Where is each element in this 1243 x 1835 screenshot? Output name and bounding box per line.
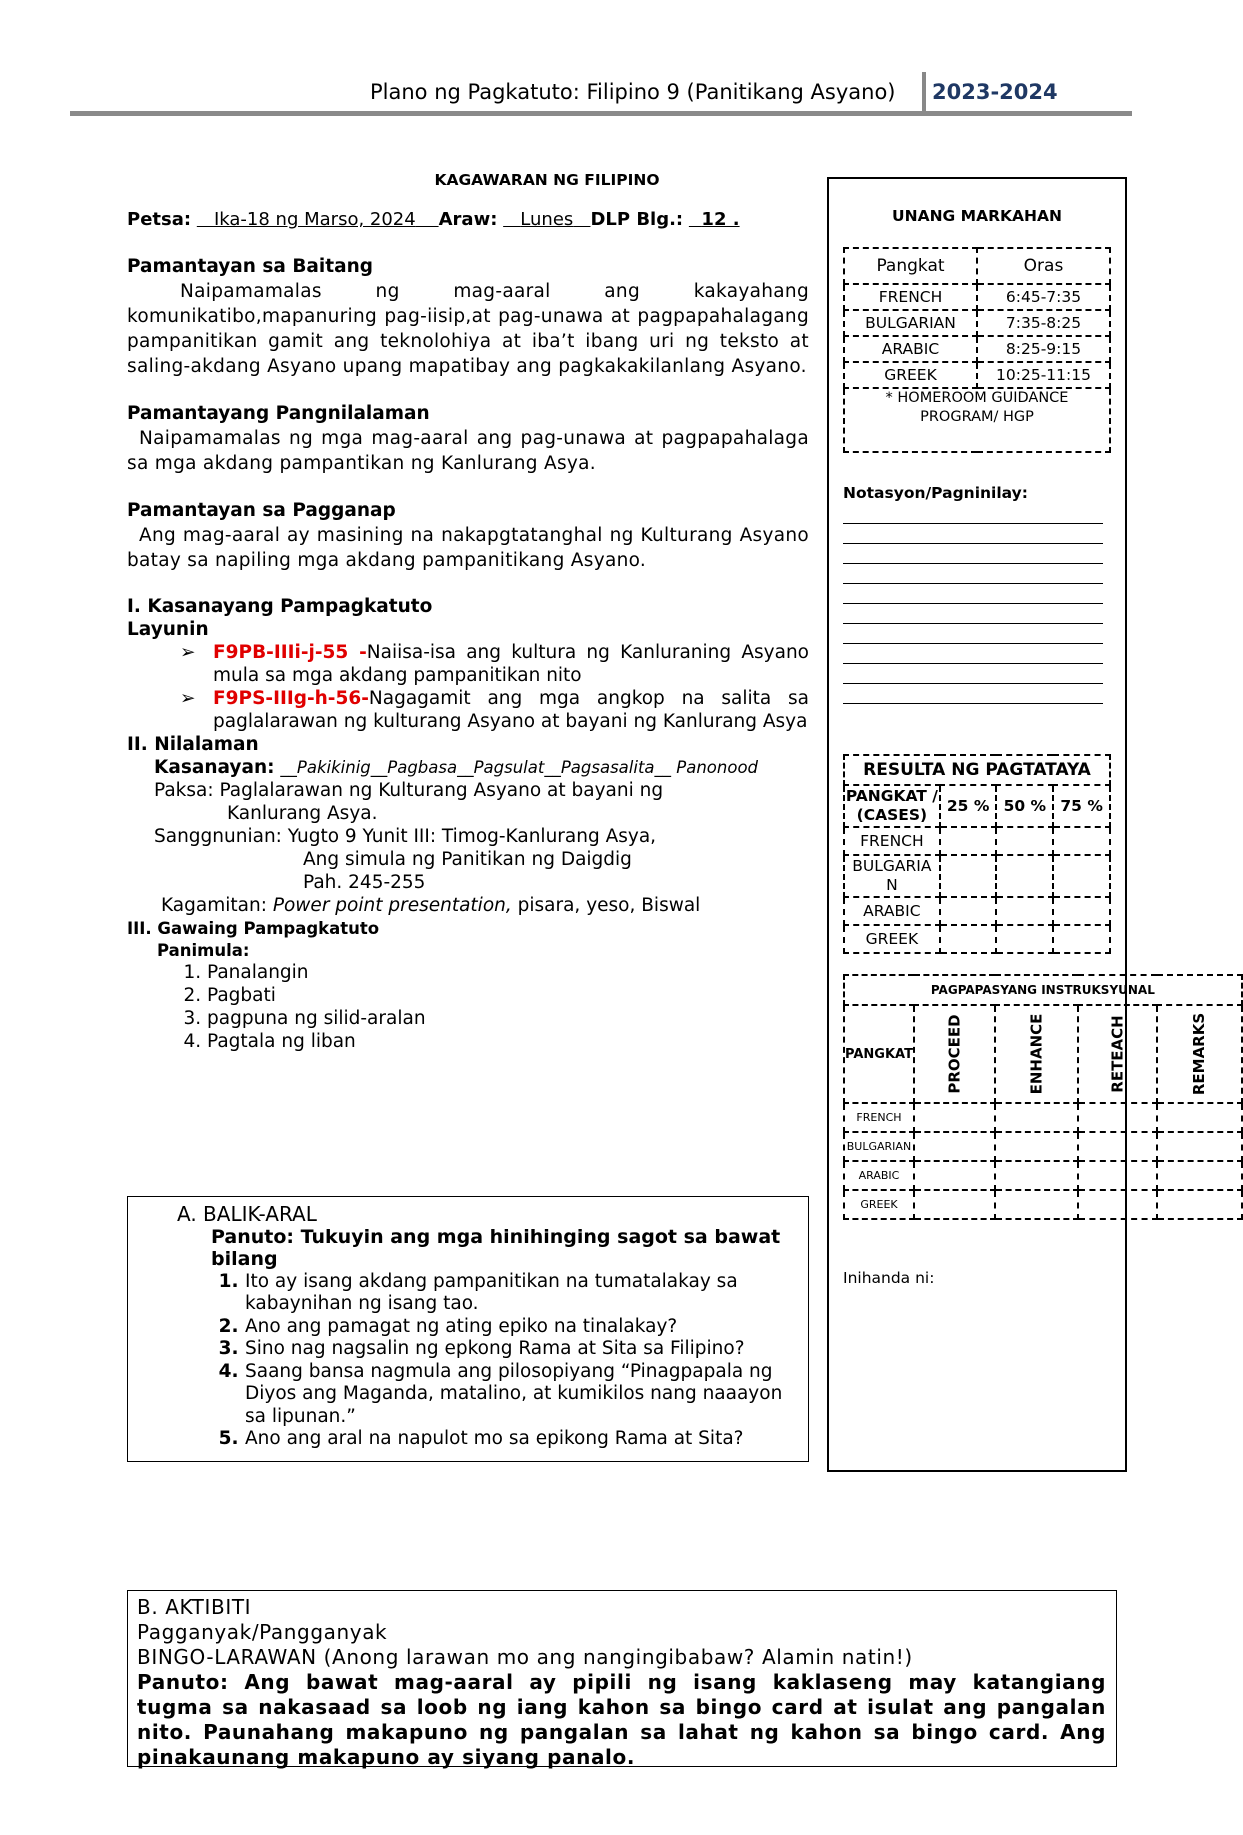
result-header: 50 % xyxy=(996,785,1053,827)
result-cell xyxy=(940,827,997,855)
schedule-note: * HOMEROOM GUIDANCE PROGRAM/ HGP xyxy=(844,388,1110,452)
result-header: PANGKAT / (CASES) xyxy=(844,785,940,827)
result-cell xyxy=(1053,855,1110,897)
department-heading: KAGAWARAN NG FILIPINO xyxy=(434,171,660,189)
result-cell xyxy=(996,855,1053,897)
schedule-section: FRENCH xyxy=(844,284,977,310)
question-item: 2. Ano ang pamagat ng ating epiko na tinalakay? xyxy=(245,1316,798,1339)
instruction-cell xyxy=(1078,1190,1157,1219)
schedule-table xyxy=(843,247,1111,453)
kagamitan-line xyxy=(154,894,809,917)
panimula-label: Panimula: xyxy=(157,941,250,960)
paksa-value-cont: Kanlurang Asya. xyxy=(227,803,378,824)
pagganap-title: Pamantayan sa Pagganap xyxy=(127,500,396,521)
aktibiti-subtitle: Pagganyak/Pangganyak xyxy=(137,1620,388,1644)
instruction-row xyxy=(844,1103,1242,1132)
kagamitan-rest: pisara, yeso, Biswal xyxy=(511,895,701,916)
balik-aral-instruction: Panuto: Tukuyin ang mga hinihinging sagot sa bawat bilang xyxy=(211,1225,781,1270)
instruction-cell xyxy=(1157,1103,1241,1132)
dlp-label: DLP Blg.: xyxy=(590,209,684,230)
arrow-bullet-icon: ➢ xyxy=(180,688,196,709)
schedule-header: Oras xyxy=(977,248,1110,284)
notes-label: Notasyon/Pagninilay: xyxy=(843,484,1028,502)
objective-code: F9PS-IIIg-h-56- xyxy=(213,688,369,709)
paksa-line xyxy=(154,779,809,802)
sidebar xyxy=(827,177,1209,1472)
result-header: 75 % xyxy=(1053,785,1110,827)
instruction-row xyxy=(844,1190,1242,1219)
instruction-cell xyxy=(1078,1103,1157,1132)
notes-line xyxy=(843,563,1103,564)
panimula-item: 1. Panalangin xyxy=(207,961,809,984)
schedule-row xyxy=(844,362,1110,388)
result-section: FRENCH xyxy=(844,827,940,855)
result-title-row xyxy=(844,755,1110,785)
nilalaman-text: Naipamamalas ng mga mag-aaral ang pag-unawa at pagpapahalaga sa mga akdang pampantikan ng Kanlurang Asya. xyxy=(127,428,809,474)
main-column xyxy=(127,168,809,1053)
instruction-cell xyxy=(914,1103,995,1132)
question-item: 3. Sino nag nagsalin ng epkong Rama at Sita sa Filipino? xyxy=(245,1338,798,1361)
result-cell xyxy=(996,925,1053,953)
date-value xyxy=(197,209,439,230)
date-label: Petsa: xyxy=(127,209,192,230)
instruction-cell xyxy=(1157,1190,1241,1219)
paksa-label: Paksa: xyxy=(154,780,214,801)
instruction-col-header xyxy=(995,1005,1078,1103)
header-separator xyxy=(922,72,926,112)
question-item: 1. Ito ay isang akdang pampanitikan na tumatalakay sa kabaynihan ng isang tao. xyxy=(245,1271,798,1316)
schedule-time: 8:25-9:15 xyxy=(977,336,1110,362)
meta-line xyxy=(127,207,809,232)
notes-line xyxy=(843,543,1103,544)
section2-title: II. Nilalaman xyxy=(127,734,259,755)
sanggunian-pages: Pah. 245-255 xyxy=(303,872,426,893)
section1-title: I. Kasanayang Pampagkatuto xyxy=(127,596,433,617)
sanggunian-value-cont: Ang simula ng Panitikan ng Daigdig xyxy=(303,849,632,870)
remarks-label: REMARKS xyxy=(1190,1012,1209,1096)
instruction-cell xyxy=(914,1190,995,1219)
result-row xyxy=(844,925,1110,953)
objective-separator: - xyxy=(348,642,367,663)
instruction-cell xyxy=(1157,1132,1241,1161)
result-cell xyxy=(940,855,997,897)
notes-line xyxy=(843,583,1103,584)
instruction-col-header xyxy=(1078,1005,1157,1103)
balik-aral-title: A. BALIK-ARAL xyxy=(177,1202,317,1226)
objective-item xyxy=(180,641,809,687)
dlp-number: 12 xyxy=(701,209,727,230)
instruction-col-header xyxy=(914,1005,995,1103)
instruction-title-row xyxy=(844,975,1242,1005)
result-cell xyxy=(996,897,1053,925)
schedule-time: 6:45-7:35 xyxy=(977,284,1110,310)
result-section: BULGARIA N xyxy=(844,855,940,897)
instruction-cell xyxy=(995,1190,1078,1219)
notes-line xyxy=(843,643,1103,644)
result-cell xyxy=(940,925,997,953)
instruction-header-row xyxy=(844,1005,1242,1103)
schedule-time: 7:35-8:25 xyxy=(977,310,1110,336)
instruction-cell xyxy=(1078,1132,1157,1161)
kasanayan-label: Kasanayan: xyxy=(154,757,275,778)
enhance-label: ENHANCE xyxy=(1027,1013,1046,1095)
result-table xyxy=(843,754,1111,954)
paksa-value: Paglalarawan ng Kulturang Asyano at bayani ng xyxy=(219,780,664,801)
instruction-cell xyxy=(1157,1161,1241,1190)
result-row xyxy=(844,827,1110,855)
document-header-title: Plano ng Pagkatuto: Filipino 9 (Panitikang Asyano) xyxy=(370,80,896,104)
school-year: 2023-2024 xyxy=(932,80,1058,104)
result-cell xyxy=(1053,897,1110,925)
panimula-item: 3. pagpuna ng silid-aralan xyxy=(207,1007,809,1030)
result-cell xyxy=(940,897,997,925)
instruction-section: FRENCH xyxy=(844,1103,914,1132)
instruction-decision-table xyxy=(843,974,1243,1220)
schedule-row xyxy=(844,336,1110,362)
instruction-cell xyxy=(914,1161,995,1190)
result-section: GREEK xyxy=(844,925,940,953)
day-label: Araw: xyxy=(438,209,498,230)
result-header: 25 % xyxy=(940,785,997,827)
aktibiti-game: BINGO-LARAWAN (Anong larawan mo ang nangingibabaw? Alamin natin!) xyxy=(137,1645,913,1669)
balik-aral-questions xyxy=(211,1271,798,1451)
prepared-by-label: Inihanda ni: xyxy=(843,1269,935,1287)
instruction-cell xyxy=(995,1161,1078,1190)
schedule-note-row xyxy=(844,388,1110,452)
instruction-section: GREEK xyxy=(844,1190,914,1219)
reteach-label: RETEACH xyxy=(1108,1015,1127,1093)
instruction-cell xyxy=(1078,1161,1157,1190)
objective-code: F9PB-IIIi-j-55 xyxy=(213,642,349,663)
notes-line xyxy=(843,523,1103,524)
nilalaman-details xyxy=(127,756,809,917)
sanggunian-label: Sanggnunian: xyxy=(154,826,282,847)
panimula-item: 4. Pagtala ng liban xyxy=(207,1030,809,1053)
kagamitan-italic: Power point presentation, xyxy=(272,895,512,916)
result-row xyxy=(844,897,1110,925)
question-item: 5. Ano ang aral na napulot mo sa epikong Rama at Sita? xyxy=(245,1428,798,1451)
aktibiti-instruction: Panuto: Ang bawat mag-aaral ay pipili ng isang kaklaseng may katangiang tugma sa nakasaad sa loob ng iang kahon sa bingo card at isulat ang pangalan nito. Paunahang makapuno ng pangalan sa lahat ng kahon sa bingo card. Ang pinakaunang makapuno ay siyang panalo. xyxy=(137,1670,1106,1769)
notes-line xyxy=(843,683,1103,684)
objective-text: Nagagamit ang mga angkop na salita sa paglalarawan ng kulturang Asyano at bayani ng Kanlurang Asya xyxy=(213,688,809,732)
section3-title: III. Gawaing Pampagkatuto xyxy=(127,919,380,938)
instruction-col-header xyxy=(1157,1005,1241,1103)
layunin-label: Layunin xyxy=(127,619,209,640)
notes-line xyxy=(843,663,1103,664)
instruction-row xyxy=(844,1161,1242,1190)
kasanayan-line xyxy=(154,756,809,779)
result-cell xyxy=(996,827,1053,855)
baitang-title: Pamantayan sa Baitang xyxy=(127,256,373,277)
instruction-group-header: PANGKAT xyxy=(844,1005,914,1103)
objective-text: Naiisa-isa ang kultura ng Kanluraning Asyano mula sa mga akdang pampanitikan nito xyxy=(213,642,809,686)
notes-line xyxy=(843,623,1103,624)
instruction-section: ARABIC xyxy=(844,1161,914,1190)
result-cell xyxy=(1053,925,1110,953)
panimula-list xyxy=(127,961,809,1053)
arrow-bullet-icon: ➢ xyxy=(180,642,196,663)
schedule-header-row xyxy=(844,248,1110,284)
sanggunian-value: Yugto 9 Yunit III: Timog-Kanlurang Asya, xyxy=(287,826,657,847)
pagganap-text: Ang mag-aaral ay masining na nakapgtatanghal ng Kulturang Asyano batay sa napiling mga akdang pampanitikang Asyano. xyxy=(127,525,809,571)
schedule-row xyxy=(844,284,1110,310)
schedule-header: Pangkat xyxy=(844,248,977,284)
schedule-section: ARABIC xyxy=(844,336,977,362)
day-value xyxy=(503,209,590,230)
result-header-row xyxy=(844,785,1110,827)
proceed-label: PROCEED xyxy=(945,1014,964,1094)
dlp-value: 12 . xyxy=(701,209,740,230)
result-section: ARABIC xyxy=(844,897,940,925)
objectives-list xyxy=(127,641,809,733)
kasanayan-value: __Pakikinig__Pagbasa__Pagsulat__Pagsasalita__ Panonood xyxy=(280,758,759,777)
aktibiti-title: B. AKTIBITI xyxy=(137,1595,252,1619)
header-rule xyxy=(70,111,1132,116)
panimula-item: 2. Pagbati xyxy=(207,984,809,1007)
balik-aral-box xyxy=(127,1196,809,1462)
objective-item xyxy=(180,687,809,733)
instruction-row xyxy=(844,1132,1242,1161)
baitang-text: Naipamamalas ng mag-aaral ang kakayahang komunikatibo,mapanuring pag-iisip,at pag-unawa at pagpapahalagang pampanitikan gamit ang teknolohiya at iba’t ibang uri ng teksto at saling-akdang Asyano upang mapatibay ang pagkakakilanlang Asyano. xyxy=(127,281,809,377)
instruction-title: PAGPAPASYANG INSTRUKSYUNAL xyxy=(844,975,1242,1005)
result-cell xyxy=(1053,827,1110,855)
kagamitan-label: Kagamitan: xyxy=(161,895,267,916)
date-text: Ika-18 ng Marso, 2024 xyxy=(213,209,416,230)
schedule-section: BULGARIAN xyxy=(844,310,977,336)
schedule-row xyxy=(844,310,1110,336)
result-title: RESULTA NG PAGTATAYA xyxy=(844,755,1110,785)
instruction-section: BULGARIAN xyxy=(844,1132,914,1161)
nilalaman-title: Pamantayang Pangnilalaman xyxy=(127,403,430,424)
schedule-section: GREEK xyxy=(844,362,977,388)
day-text: Lunes xyxy=(520,209,574,230)
question-item: 4. Saang bansa nagmula ang pilosopiyang “Pinagpapala ng Diyos ang Maganda, matalino, at kumikilos nang naaayon sa lipunan.” xyxy=(245,1361,798,1429)
result-row xyxy=(844,855,1110,897)
instruction-cell xyxy=(914,1132,995,1161)
sanggunian-line xyxy=(154,825,809,848)
schedule-time: 10:25-11:15 xyxy=(977,362,1110,388)
notes-line xyxy=(843,703,1103,704)
instruction-cell xyxy=(995,1132,1078,1161)
notes-line xyxy=(843,603,1103,604)
instruction-cell xyxy=(995,1103,1078,1132)
quarter-heading: UNANG MARKAHAN xyxy=(892,207,1062,225)
aktibiti-box xyxy=(127,1590,1117,1767)
